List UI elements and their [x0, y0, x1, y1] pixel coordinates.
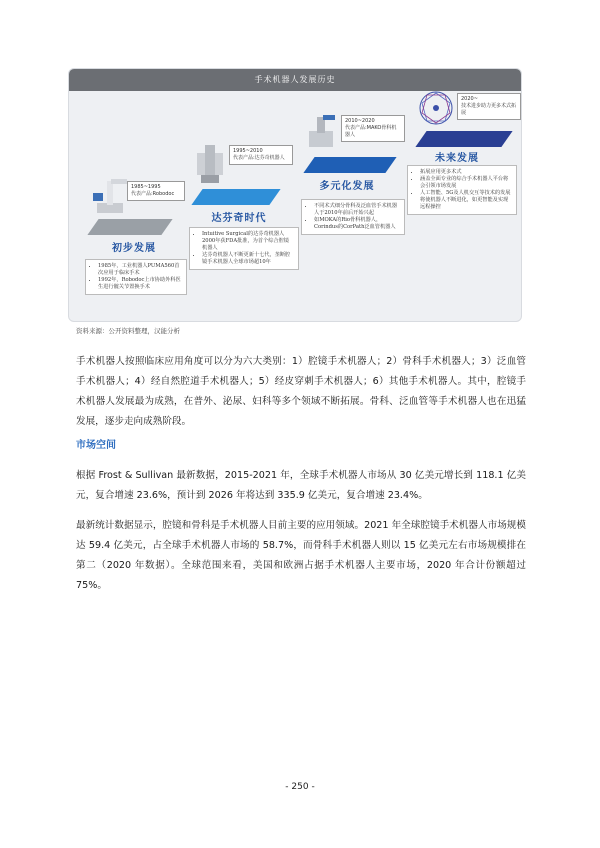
stage-3-period-box	[341, 115, 405, 142]
stage-4-platform	[415, 131, 512, 147]
mako-robot-image	[303, 111, 339, 151]
page-number: - 250 -	[285, 782, 315, 792]
stage-3-period: 2010~2020	[345, 118, 375, 124]
stage-1-period: 1985~1995	[131, 184, 161, 190]
davinci-robot-image	[193, 141, 227, 185]
stage-3-item: • 如MOKA的Rio骨科机器人，Corindus的CorPath泛血管机器人	[314, 217, 400, 231]
stage-4-period: 2020~	[461, 96, 478, 102]
figure-source: 资料来源：公开资料整理，汉能分析	[76, 327, 180, 335]
paragraph-market-size: 根据 Frost & Sullivan 最新数据，2015-2021 年，全球手术机器人市场从 30 亿美元增长到 118.1 亿美元，复合增速 23.6%，预计到 2026 年将达到 335.9 亿美元，复合增速 23.4%。	[76, 470, 526, 501]
development-history-figure	[68, 68, 522, 322]
stage-2-period-box	[229, 145, 293, 165]
stage-2-platform	[191, 189, 280, 205]
stage-3-period-note: 代表产品:MAKO骨科机器人	[345, 125, 397, 138]
stage-2-description	[189, 227, 299, 270]
stage-1-period-box	[127, 181, 185, 201]
robodoc-robot-image	[91, 173, 131, 217]
stage-2-period-note: 代表产品:达芬奇机器人	[233, 155, 285, 161]
stage-2-period: 1995~2010	[233, 148, 263, 154]
stage-4-phase: 未来发展	[435, 153, 479, 164]
stage-2-phase: 达芬奇时代	[211, 213, 267, 224]
stage-4-period-box	[457, 93, 521, 120]
stage-3-description	[301, 199, 405, 235]
stage-1-platform	[87, 219, 172, 235]
stage-1-description	[85, 259, 187, 295]
stage-3-phase: 多元化发展	[319, 181, 375, 192]
network-sphere-image	[417, 89, 455, 127]
stage-3-item: • 不同术式细分骨科及泛血管手术机器人于2010年前后开始兴起	[314, 203, 400, 217]
figure-title: 手术机器人发展历史	[69, 69, 521, 91]
stage-4-description	[407, 165, 517, 215]
stage-4-item: • 人工智能、5G及人机交互等技术的发展将使机器人不断进化，如更智能及实现远程操控	[420, 190, 512, 211]
stage-1-period-note: 代表产品:Robodoc	[131, 191, 175, 197]
stage-2-item: • 达芬奇机器人不断更新十七代，垄断腔镜手术机器人全球市场超10年	[202, 252, 294, 266]
stage-4-item: • 拓展应用更多术式	[420, 169, 512, 176]
stage-3-platform	[303, 157, 396, 173]
stage-1-item: • 1985年，工业机器人PUMA560首次应用于临床手术	[98, 263, 182, 277]
section-heading-market-space: 市场空间	[76, 440, 116, 451]
stage-2-item: • Intuitive Surgical的达芬奇机器人2000年获FDA批准，为首个综合腔镜机器人	[202, 231, 294, 252]
stage-4-period-note: 技术进步助力更多术式拓展	[461, 103, 517, 116]
stage-4-item: • 涵盖全面专业的综合手术机器人平台将会引领市场发展	[420, 176, 512, 190]
paragraph-application-areas: 最新统计数据显示，腔镜和骨科是手术机器人目前主要的应用领域。2021 年全球腔镜手术机器人市场规模达 59.4 亿美元，占全球手术机器人市场的 58.7%，而骨科手术机器人则以 15 亿美元左右市场规模排在第二（2020 年数据）。全球范围来看，美国和欧洲占据手术机器人主要市场，2020 年合计份额超过 75%。	[76, 520, 526, 591]
stage-1-phase: 初步发展	[112, 243, 156, 254]
paragraph-categories: 手术机器人按照临床应用角度可以分为六大类别：1）腔镜手术机器人；2）骨科手术机器人；3）泛血管手术机器人；4）经自然腔道手术机器人；5）经皮穿刺手术机器人；6）其他手术机器人。其中，腔镜手术机器人发展最为成熟，在普外、泌尿、妇科等多个领域不断拓展。骨科、泛血管等手术机器人也在迅猛发展，逐步走向成熟阶段。	[76, 356, 526, 427]
stage-1-item: • 1992年，Robodoc上市协助外科医生进行髋关节置换手术	[98, 277, 182, 291]
